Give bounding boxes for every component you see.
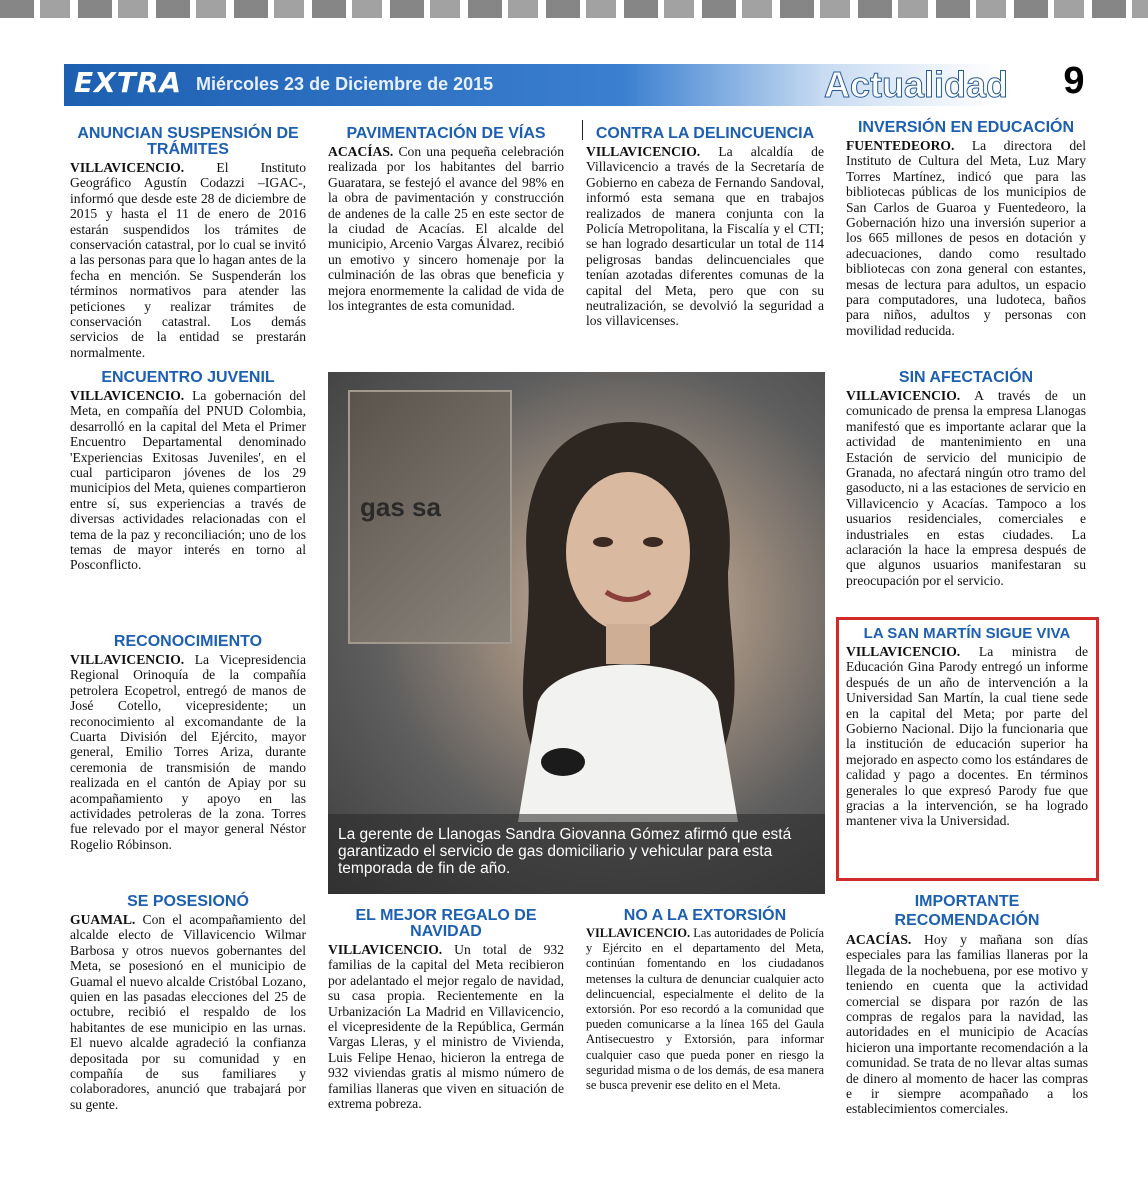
woman-portrait-illustration — [478, 402, 778, 822]
news-photo — [328, 372, 825, 894]
top-edge-strip — [0, 0, 1148, 18]
article-body: VILLAVICENCIO. La gobernación del Meta, en compañía del PNUD Colombia, desarrolló en la capital del Meta el Primer Encuentro Departamental denominado 'Experiencias Exitosas Juveniles', en el cual participaron jóvenes de los 29 municipios del Meta, quienes compartieron entre sí, sus experiencias a través de diversas actividades relacionadas con el tema de la paz y reconciliación; uno de los temas de mayor interés en torno al Posconflicto. — [70, 388, 306, 573]
wall-sign-text: gas sa — [360, 492, 441, 522]
article-body: VILLAVICENCIO. La ministra de Educación Gina Parody entregó un informe después de un año de intervención a la Universidad San Martín, la cual tiene sede en la capital del Meta; por parte del Gobierno Nacional. Dijo la funcionaria que la institución de educación superior ha mejorado en aspecto como los estándares de calidad y pago a docentes. En términos generales lo que expresó Parody fue que gracias a la intervención, se ha logrado mantener viva la Universidad. — [846, 644, 1088, 829]
article-title: SE POSESIONÓ — [127, 893, 249, 910]
article-importante-recomendacion — [846, 892, 1088, 1117]
article-body: VILLAVICENCIO. La Vicepresidencia Regional Orinoquía de la compañía petrolera Ecopetrol, entregó de manos de José Cotello, vicepresidente; un reconocimiento al excomandante de la Cuarta División del Ejército, mayor general, Emilio Torres Ariza, durante ceremonia de transmisión de mando realizada en el cantón de Apiay por su acompañamiento y apoyo en las actividades petroleras de la zona. Torres fue relevado por el mayor general Néstor Rogelio Róbinson. — [70, 652, 306, 852]
article-title: NO A LA EXTORSIÓN — [623, 907, 787, 924]
article-body: ACACÍAS. Con una pequeña celebración realizada por los habitantes del barrio Guaratara, se festejó el avance del 98% en la obra de pavimentación y construcción de andenes de la calle 25 en este sector de la ciudad de Acacías. El alcalde del municipio, Arcenio Vargas Álvarez, recibió un emotivo y sincero homenaje por la culminación de las obras que beneficia y mejora enormemente la calidad de vida de los integrantes de esta comunidad. — [328, 144, 564, 314]
article-title: ENCUENTRO JUVENIL — [101, 369, 275, 386]
article-no-extorsion — [586, 908, 824, 1093]
article-title: IMPORTANTE RECOMENDACIÓN — [894, 893, 1040, 929]
article-title: CONTRA LA DELINCUENCIA — [595, 125, 815, 142]
article-body: VILLAVICENCIO. A través de un comunicado de prensa la empresa Llanogas manifestó que es importante aclarar que la actividad de mantenimiento en una Estación de servicio del municipio de Granada, no afectará ningún otro tramo del gasoducto, ni a las estaciones de servicio en Villavicencio y Acacías. Tampoco a los usuarios residenciales, comerciales e industriales en estas ciudades. La aclaración la hace la empresa después de que algunos usuarios manifestaran su preocupación por el servicio. — [846, 388, 1086, 588]
article-title: LA SAN MARTÍN SIGUE VIVA — [863, 625, 1071, 642]
page-number: 9 — [1046, 60, 1102, 104]
section-title: Actualidad — [824, 64, 1009, 105]
article-title: PAVIMENTACIÓN DE VÍAS — [346, 125, 546, 142]
article-se-posesiono — [70, 894, 306, 1112]
article-body: VILLAVICENCIO. La alcaldía de Villavicencio a través de la Secretaría de Gobierno en cabeza de Fernando Sandoval, informó esta semana que en trabajos realizados de manera conjunta con la Policía Metropolitana, la Fiscalía y el CTI; se han logrado desarticular un total de 114 peligrosas bandas delincuenciales que tenían azotadas diferentes comunas de la capital del Meta, pero que con su neutralización, se devolvió la seguridad a los villavicenses. — [586, 144, 824, 329]
article-title: RECONOCIMIENTO — [113, 633, 263, 650]
issue-date: Miércoles 23 de Diciembre de 2015 — [196, 74, 494, 94]
article-sin-afectacion — [846, 370, 1086, 588]
article-body: VILLAVICENCIO. El Instituto Geográfico Agustín Codazzi –IGAC-, informó que desde este 28 de diciembre de 2015 y hasta el 11 de enero de 2016 estarán suspendidos los trámites de conservación catastral, por lo cual se invitó a las personas para que lo hagan antes de la fecha en mención. Se Suspenderán los términos normativos para atender las peticiones y realizar trámites de conservación catastral. Los demás servicios de la entidad se prestarán normalmente. — [70, 160, 306, 360]
article-reconocimiento — [70, 634, 306, 852]
article-pavimentacion — [328, 126, 564, 313]
article-body: FUENTEDEORO. La directora del Instituto de Cultura del Meta, Luz Mary Torres Martínez, indicó que para las bibliotecas públicas de los municipios de San Carlos de Guaroa y Fuentedeoro, la Gobernación hizo una inversión superior a los 665 millones de pesos en dotación y adecuaciones, dando como resultado bibliotecas con zona general con estantes, mesas de lectura para adultos, un espacio para computadores, una ludoteca, baños para niños, adultos y personas con movilidad reducida. — [846, 138, 1086, 338]
article-body: ACACÍAS. Hoy y mañana son días especiales para las familias llaneras por la llegada de la nochebuena, por ese motivo y teniendo en cuenta que la actividad comercial se dispara por razón de las compras de regalos para la navidad, las autoridades en el municipio de Acacías hicieron una importante recomendación a la comunidad. Se trata de no llevar altas sumas de dinero al momento de hacer las compras e ir siempre acompañado a los establecimientos comerciales. — [846, 932, 1088, 1117]
article-inversion-educacion — [846, 120, 1086, 338]
masthead — [64, 60, 1085, 106]
column-rule — [582, 120, 583, 140]
article-body: VILLAVICENCIO. Las autoridades de Policía y Ejército en el departamento del Meta, continúan fomentando en los ciudadanos metenses la cultura de denunciar cualquier acto delincuencial, especialmente el delito de la extorsión. Por eso recordó a la comunidad que pueden comunicarse a la línea 165 del Gaula Antisecuestro y Extorsión, para informar cualquier caso que pueda poner en riesgo la seguridad misma o de los demás, de esa manera se busca prevenir ese delito en el Meta. — [586, 926, 824, 1093]
article-title: ANUNCIAN SUSPENSIÓN DE TRÁMITES — [77, 125, 299, 158]
extra-logo: EXTRA — [74, 66, 183, 99]
article-body: GUAMAL. Con el acompañamiento del alcalde electo de Villavicencio Wilmar Barbosa y otros nuevos gobernantes del Meta, se posesionó en el municipio de Guamal el nuevo alcalde Cristóbal Lozano, quien en las pasadas elecciones del 25 de octubre, recibió el respaldo de los habitantes de ese municipio en las urnas. El nuevo alcalde agradeció la confianza depositada por su comunidad y en compañía de sus familiares y colaboradores, anunció que trabajará por su gente. — [70, 912, 306, 1112]
article-san-martin — [846, 626, 1088, 829]
article-anuncian-suspension — [70, 126, 306, 360]
article-body: VILLAVICENCIO. Un total de 932 familias de la capital del Meta recibieron por adelantado el mejor regalo de navidad, su casa propia. Recientemente en la Urbanización La Madrid en Villavicencio, el vicepresidente de la República, Germán Vargas Lleras, y el ministro de Vivienda, Luis Felipe Henao, hicieron la entrega de 932 viviendas gratis al mismo número de familias llaneras que viven en situación de extrema pobreza. — [328, 942, 564, 1112]
article-mejor-regalo — [328, 908, 564, 1111]
article-title: INVERSIÓN EN EDUCACIÓN — [857, 119, 1075, 136]
article-contra-delincuencia — [586, 126, 824, 329]
article-title: EL MEJOR REGALO DE NAVIDAD — [355, 907, 537, 940]
article-title: SIN AFECTACIÓN — [898, 369, 1034, 386]
photo-caption: La gerente de Llanogas Sandra Giovanna Gómez afirmó que está garantizado el servicio de gas domiciliario y vehicular para esta temporada de fin de año. — [328, 814, 825, 894]
article-encuentro-juvenil — [70, 370, 306, 573]
